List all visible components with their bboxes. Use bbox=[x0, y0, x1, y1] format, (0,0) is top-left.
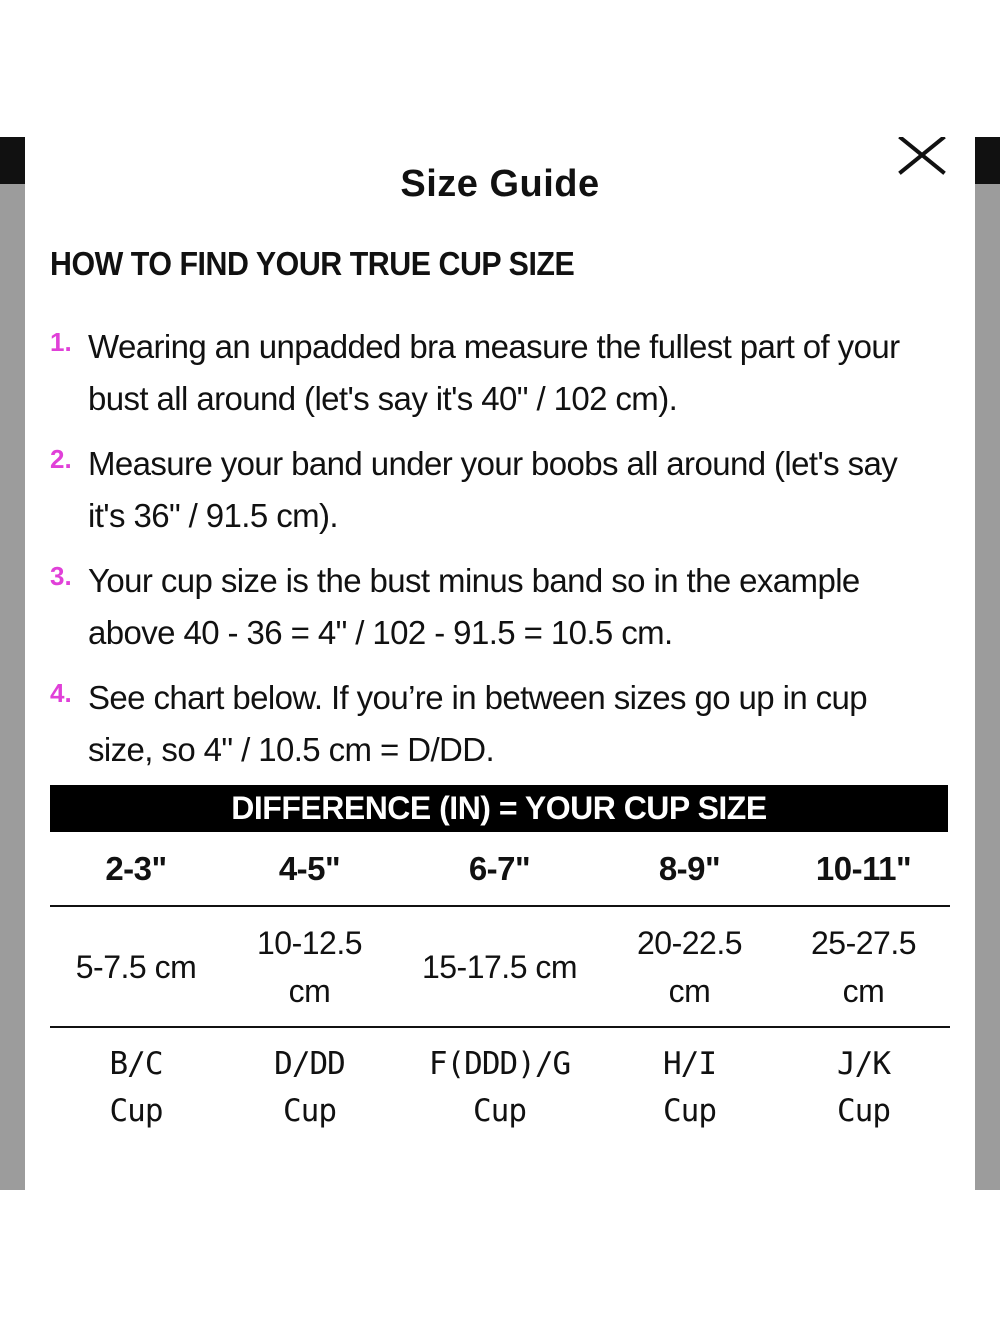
table-row-centimeters bbox=[50, 907, 950, 1028]
size-chart-header: DIFFERENCE (IN) = YOUR CUP SIZE bbox=[50, 785, 948, 832]
table-cell bbox=[397, 907, 602, 1026]
step-number: 4. bbox=[50, 678, 72, 708]
step-number: 2. bbox=[50, 444, 72, 474]
table-row-inches bbox=[50, 832, 950, 907]
size-guide-modal bbox=[25, 137, 975, 1190]
cell-text: D/DD Cup bbox=[274, 1046, 345, 1129]
step-number: 3. bbox=[50, 561, 72, 591]
table-cell bbox=[50, 1028, 222, 1148]
table-cell bbox=[50, 907, 222, 1026]
cell-text: 20-22.5 cm bbox=[636, 924, 743, 1009]
cell-text: F(DDD)/G Cup bbox=[428, 1046, 571, 1129]
cell-text: 5-7.5 cm bbox=[75, 948, 197, 985]
cell-text: H/I Cup bbox=[663, 1046, 716, 1129]
table-cell: 10-11" bbox=[815, 849, 912, 887]
backdrop-top-left bbox=[0, 137, 25, 184]
table-cell bbox=[602, 907, 777, 1026]
step-text: Wearing an unpadded bra measure the fullest part of your bust all around (let's say it's 40" / 102 cm). bbox=[88, 328, 900, 417]
cell-text: 25-27.5 cm bbox=[810, 924, 917, 1009]
backdrop-left[interactable] bbox=[0, 184, 25, 1190]
cell-text: B/C Cup bbox=[109, 1046, 163, 1129]
table-cell bbox=[777, 1028, 950, 1148]
step-text: Your cup size is the bust minus band so in the example above 40 - 36 = 4" / 102 - 91.5 = 10.5 cm. bbox=[88, 562, 860, 651]
step-text: See chart below. If you’re in between sizes go up in cup size, so 4" / 10.5 cm = D/DD. bbox=[88, 679, 868, 768]
table-cell bbox=[397, 1028, 602, 1148]
cell-text: J/K Cup bbox=[837, 1046, 890, 1129]
table-cell: 4-5" bbox=[278, 849, 341, 887]
table-cell: 2-3" bbox=[105, 849, 167, 887]
table-cell: 6-7" bbox=[468, 849, 531, 887]
cell-text: 10-12.5 cm bbox=[256, 924, 363, 1009]
step-number: 1. bbox=[50, 327, 72, 357]
step-text: Measure your band under your boobs all around (let's say it's 36" / 91.5 cm). bbox=[88, 445, 898, 534]
section-heading: HOW TO FIND YOUR TRUE CUP SIZE bbox=[50, 245, 575, 282]
table-cell bbox=[777, 907, 950, 1026]
cell-text: 15-17.5 cm bbox=[421, 948, 578, 985]
modal-title: Size Guide bbox=[400, 163, 600, 205]
table-cell bbox=[602, 1028, 777, 1148]
backdrop-right[interactable] bbox=[975, 184, 1000, 1190]
table-row-cup-size bbox=[50, 1028, 950, 1148]
table-cell: 8-9" bbox=[658, 849, 721, 887]
table-cell bbox=[222, 907, 397, 1026]
table-cell bbox=[222, 1028, 397, 1148]
backdrop-top-right bbox=[975, 137, 1000, 184]
